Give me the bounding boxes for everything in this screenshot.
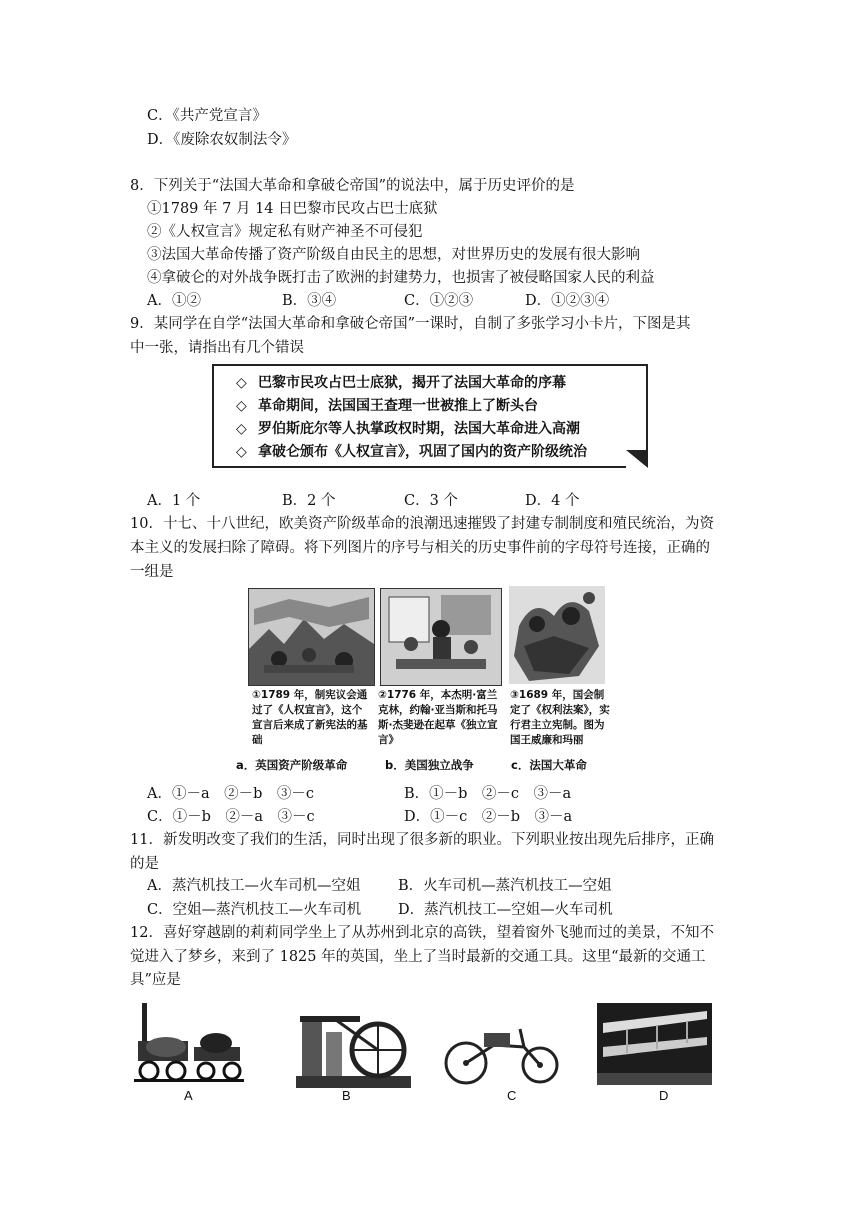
airplane-icon	[597, 1003, 712, 1085]
q8-item-4: ④拿破仑的对外战争既打击了欧洲的封建势力，也损害了被侵略国家人民的利益	[147, 270, 655, 286]
q9-options	[0, 491, 860, 511]
diamond-bullet-icon: ◇	[236, 375, 247, 391]
locomotive-icon	[134, 1003, 244, 1083]
card-line-1	[236, 372, 566, 392]
q11-option-b: B．火车司机—蒸汽机技工—空姐	[398, 878, 612, 894]
car-icon	[444, 1025, 564, 1085]
q8-item-1: ①1789 年 7 月 14 日巴黎市民攻占巴士底狱	[147, 201, 438, 217]
diamond-bullet-icon: ◇	[236, 444, 247, 460]
q10-stem-1: 10．十七、十八世纪，欧美资产阶级革命的浪潮迅速摧毁了封建专制制度和殖民统治，为资	[130, 516, 714, 532]
q11-option-a: A．蒸汽机技工—火车司机—空姐	[147, 878, 361, 894]
event-label-a: a．英国资产阶级革命	[236, 758, 348, 772]
q8-option-b: B．③④	[282, 293, 337, 309]
q11-option-c: C．空姐—蒸汽机技工—火车司机	[147, 902, 362, 918]
transport-label-a: A	[184, 1088, 193, 1103]
picture-2-caption: ②1776 年，本杰明·富兰克林，约翰·亚当斯和托马斯·杰斐逊在起草《独立宣言》	[378, 689, 498, 746]
q9-stem-2: 中一张，请指出有几个错误	[130, 340, 304, 356]
q7-option-c: C．《共产党宣言》	[147, 108, 267, 124]
q8-options	[0, 291, 860, 311]
diamond-bullet-icon: ◇	[236, 421, 247, 437]
english-revolution-picture	[509, 586, 605, 684]
card-line-4	[236, 441, 587, 461]
card-line-2	[236, 395, 538, 415]
transport-label-b: B	[342, 1088, 351, 1103]
picture-3-caption: ③1689 年，国会制定了《权利法案》，实行君主立宪制。图为国王威廉和玛丽	[510, 689, 610, 746]
transport-label-d: D	[659, 1088, 669, 1103]
us-independence-picture	[380, 588, 502, 686]
q7-option-d: D．《废除农奴制法令》	[147, 132, 297, 148]
q8-item-2: ②《人权宣言》规定私有财产神圣不可侵犯	[147, 224, 423, 240]
q8-option-c: C．①②③	[404, 293, 474, 309]
event-label-b: b．美国独立战争	[385, 758, 474, 772]
card-line-1-text: 巴黎市民攻占巴士底狱，揭开了法国大革命的序幕	[258, 375, 566, 391]
q10-option-b: B．①－b ②－c ③－a	[404, 786, 572, 802]
q12-stem-1: 12．喜好穿越剧的莉莉同学坐上了从苏州到北京的高铁，望着窗外飞驰而过的美景，不知不	[130, 925, 714, 941]
q10-option-a: A．①－a ②－b ③－c	[147, 786, 315, 802]
q9-option-c: C．3 个	[404, 493, 458, 509]
card-folded-corner	[626, 450, 648, 468]
q10-stem-3: 一组是	[130, 564, 174, 580]
q9-option-b: B．2 个	[282, 493, 336, 509]
card-line-4-text: 拿破仑颁布《人权宣言》，巩固了国内的资产阶级统治	[258, 444, 587, 460]
q11-stem-2: 的是	[130, 856, 159, 872]
event-label-c: c．法国大革命	[511, 758, 587, 772]
transport-label-c: C	[507, 1088, 517, 1103]
q8-item-3: ③法国大革命传播了资产阶级自由民主的思想，对世界历史的发展有很大影响	[147, 247, 640, 263]
q10-option-d: D．①－c ②－b ③－a	[404, 809, 573, 825]
diamond-bullet-icon: ◇	[236, 398, 247, 414]
q11-option-d: D．蒸汽机技工—空姐—火车司机	[398, 902, 613, 918]
q12-stem-2: 觉进入了梦乡，来到了 1825 年的英国，坐上了当时最新的交通工具。这里“最新的交通工	[130, 949, 706, 965]
card-line-2-text: 革命期间，法国国王查理一世被推上了断头台	[258, 398, 538, 414]
q9-option-a: A．1 个	[147, 493, 201, 509]
card-line-3	[236, 418, 580, 438]
q9-stem-1: 9．某同学在自学“法国大革命和拿破仑帝国”一课时，自制了多张学习小卡片，下图是其	[130, 316, 691, 332]
q12-stem-3: 具”应是	[130, 972, 181, 988]
steam-engine-icon	[296, 1012, 411, 1088]
q9-option-d: D．4 个	[525, 493, 580, 509]
q11-stem-1: 11．新发明改变了我们的生活，同时出现了很多新的职业。下列职业按出现先后排序，正确	[130, 832, 714, 848]
french-revolution-picture	[248, 588, 375, 686]
card-line-3-text: 罗伯斯庇尔等人执掌政权时期，法国大革命进入高潮	[258, 421, 580, 437]
q10-option-c: C．①－b ②－a ③－c	[147, 809, 315, 825]
study-card	[212, 364, 648, 468]
q8-option-a: A．①②	[147, 293, 201, 309]
picture-1-caption: ①1789 年，制宪议会通过了《人权宣言》，这个宣言后来成了新宪法的基础	[252, 689, 368, 746]
q10-stem-2: 本主义的发展扫除了障碍。将下列图片的序号与相关的历史事件前的字母符号连接，正确的	[130, 540, 710, 556]
q8-stem: 8．下列关于“法国大革命和拿破仑帝国”的说法中，属于历史评价的是	[130, 178, 575, 194]
q8-option-d: D．①②③④	[525, 293, 610, 309]
